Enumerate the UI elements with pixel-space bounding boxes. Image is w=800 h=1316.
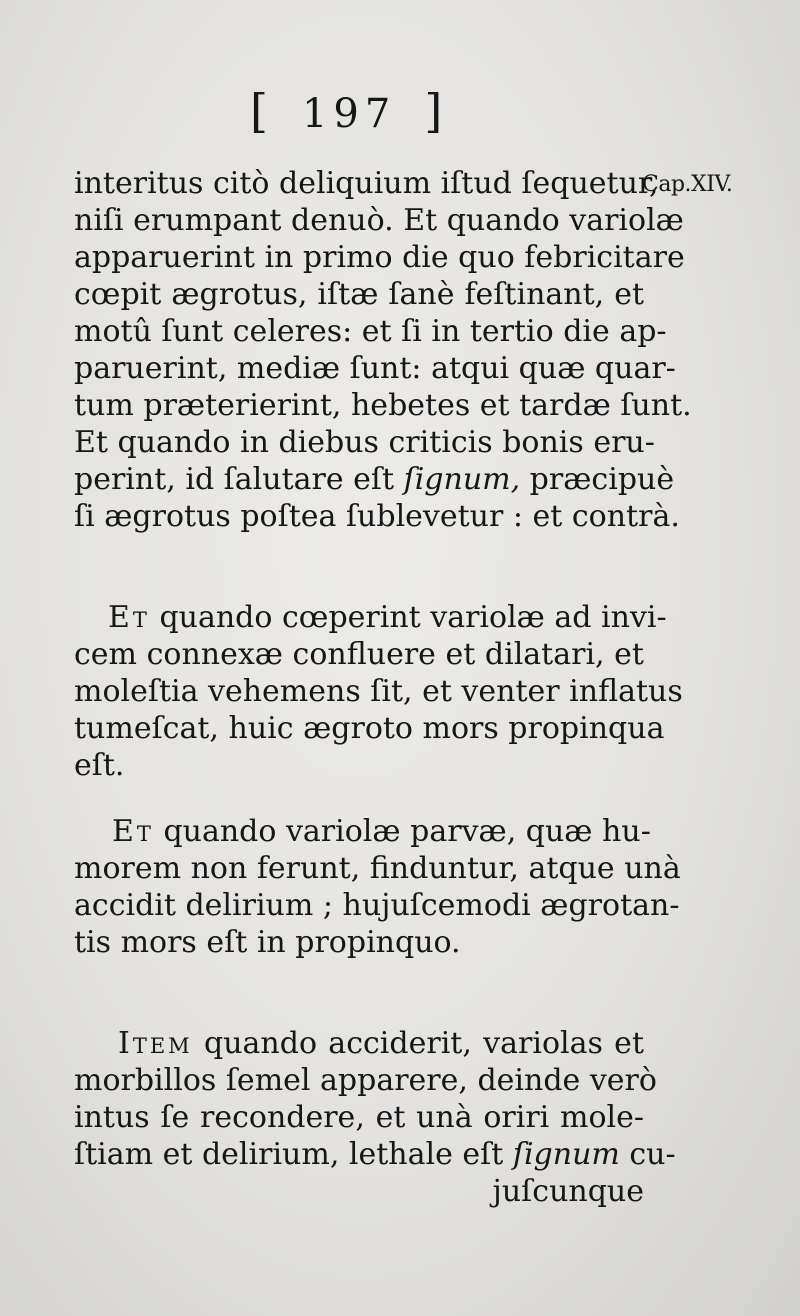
paragraph-3-line-4: tis mors eſt in propinquo. — [74, 925, 461, 960]
line-4-text-after: cu- — [619, 1137, 676, 1172]
paragraph-1-line-4: cœpit ægrotus, iſtæ ſanè feſtinant, et — [74, 277, 644, 312]
paragraph-2-line-4: tumeſcat, huic ægroto mors propinqua — [74, 711, 665, 746]
paragraph-2-line-5: eſt. — [74, 748, 125, 783]
catchword: juſcunque — [492, 1174, 644, 1209]
paragraph-2-line-1-text: quando cœperint variolæ ad invi- — [149, 600, 667, 635]
paragraph-4-line-3: intus ſe recondere, et unà oriri mole- — [74, 1100, 644, 1135]
paragraph-4-line-4 — [74, 1135, 676, 1175]
bracket-open: [ — [250, 84, 274, 138]
signum-italic: ſignum, — [403, 462, 521, 497]
bracket-close: ] — [424, 84, 449, 138]
paragraph-1-line-8: Et quando in diebus criticis bonis eru- — [74, 425, 655, 460]
chapter-margin-note: Cap.XIV. — [642, 172, 733, 197]
paragraph-1-line-2: niſi erumpant denuò. Et quando variolæ — [74, 203, 684, 238]
line-9-text-after: præcipuè — [520, 462, 675, 497]
paragraph-3-line-2: morem non ferunt, finduntur, atque unà — [74, 851, 681, 886]
paragraph-3-line-1 — [112, 812, 651, 852]
page-number-header — [250, 84, 448, 138]
paragraph-1-line-1: interitus citò deliquium iſtud ſequetur, — [74, 166, 659, 201]
paragraph-2-line-3: moleſtia vehemens ſit, et venter inflatus — [74, 674, 683, 709]
paragraph-2-line-1 — [108, 598, 667, 638]
paragraph-3-line-3: accidit delirium ; hujuſcemodi ægrotan- — [74, 888, 680, 923]
paragraph-1-line-10: ſi ægrotus poſtea ſublevetur : et contrà. — [74, 499, 680, 534]
paragraph-1-line-6: paruerint, mediæ ſunt: atqui quæ quar- — [74, 351, 676, 386]
paragraph-1-line-7: tum præterierint, hebetes et tardæ ſunt. — [74, 388, 692, 423]
line-4-text-before: ſtiam et delirium, lethale eſt — [74, 1137, 513, 1172]
paragraph-4-line-1 — [118, 1024, 644, 1064]
paragraph-1-line-3: apparuerint in primo die quo febricitare — [74, 240, 685, 275]
page-number: 197 — [301, 91, 397, 137]
paragraph-4-line-1-text: quando acciderit, variolas et — [192, 1026, 644, 1061]
paragraph-1-line-5: motû ſunt celeres: et ſi in tertio die ap- — [74, 314, 667, 349]
paragraph-2-lead: Et — [108, 600, 150, 635]
paragraph-3-line-1-text: quando variolæ parvæ, quæ hu- — [153, 814, 651, 849]
signum-italic: ſignum — [512, 1137, 620, 1172]
paragraph-4-lead: Item — [118, 1026, 193, 1061]
paragraph-1-line-9 — [74, 460, 675, 500]
paragraph-2-line-2: cem connexæ confluere et dilatari, et — [74, 637, 644, 672]
paragraph-4-line-2: morbillos ſemel apparere, deinde verò — [74, 1063, 657, 1098]
paragraph-3-lead: Et — [112, 814, 154, 849]
line-9-text-before: perint, id ſalutare eſt — [74, 462, 404, 497]
